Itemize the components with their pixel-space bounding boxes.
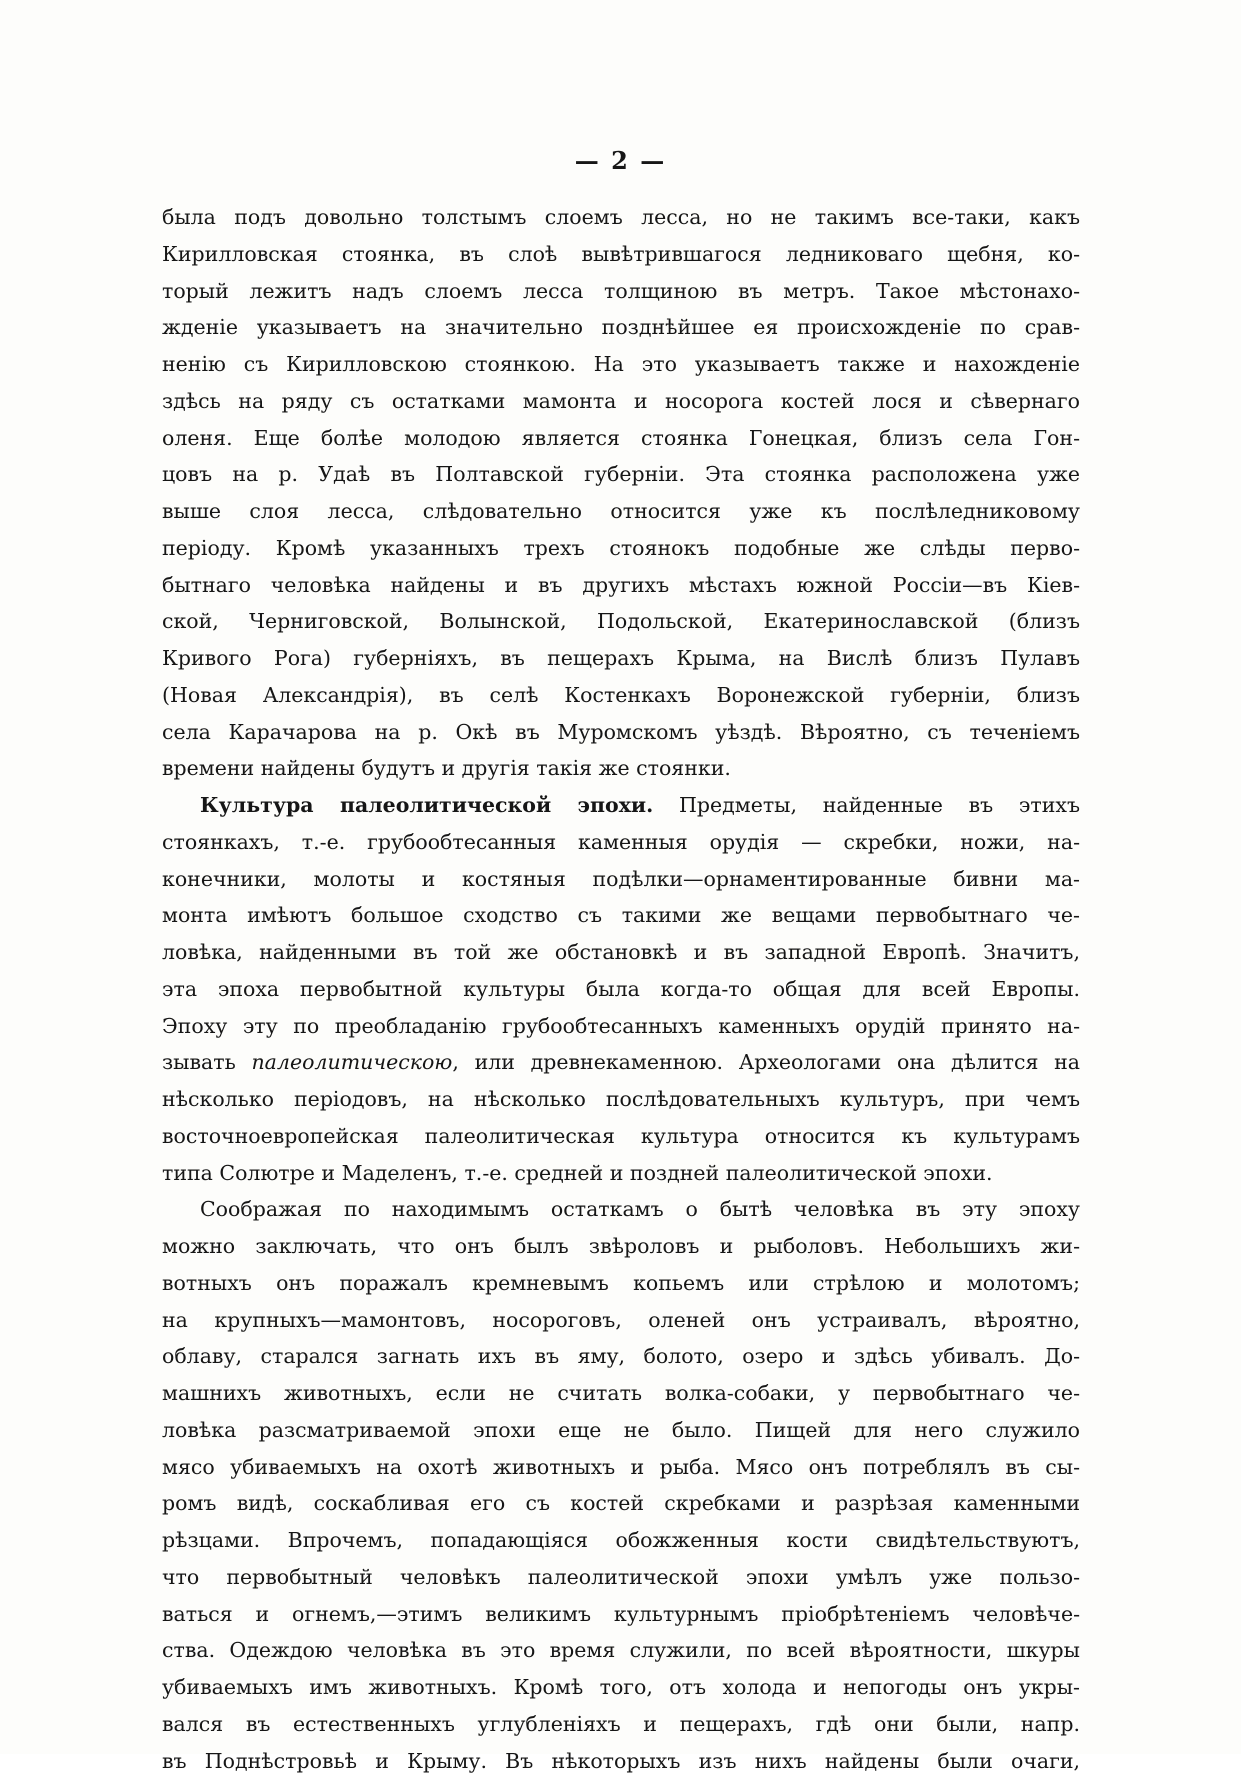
text-line: Кривого Рога) губерніяхъ, въ пещерахъ Крыма, на Вислѣ близъ Пулавъ bbox=[162, 640, 1080, 677]
text-line: здѣсь на ряду съ остатками мамонта и носорога костей лося и сѣвернаго bbox=[162, 383, 1080, 420]
text-line: (Новая Александрія), въ селѣ Костенкахъ Воронежской губерніи, близъ bbox=[162, 677, 1080, 714]
text-line: села Карачарова на р. Окѣ въ Муромскомъ уѣздѣ. Вѣроятно, съ теченіемъ bbox=[162, 714, 1080, 751]
text-line: монта имѣютъ большое сходство съ такими же вещами первобытнаго че- bbox=[162, 897, 1080, 934]
text-line: машнихъ животныхъ, если не считать волка-собаки, у первобытнаго че- bbox=[162, 1375, 1080, 1412]
text-line: на крупныхъ—мамонтовъ, носороговъ, оленей онъ устраивалъ, вѣроятно, bbox=[162, 1302, 1080, 1339]
text-line: ненію съ Кирилловскою стоянкою. На это указываетъ также и нахожденіе bbox=[162, 346, 1080, 383]
text-body bbox=[162, 199, 1080, 1779]
text-line: Кирилловская стоянка, въ слоѣ вывѣтрившагося ледниковаго щебня, ко- bbox=[162, 236, 1080, 273]
text-line: Эпоху эту по преобладанію грубообтесанныхъ каменныхъ орудій принято на- bbox=[162, 1008, 1080, 1045]
text-line: стоянкахъ, т.-е. грубообтесанныя каменныя орудія — скребки, ножи, на- bbox=[162, 824, 1080, 861]
line-text: Предметы, найденные въ этихъ bbox=[653, 793, 1080, 817]
text-line: нѣсколько періодовъ, на нѣсколько послѣдовательныхъ культуръ, при чемъ bbox=[162, 1081, 1080, 1118]
line-text: , или древнекаменною. Археологами она дѣлится на bbox=[452, 1050, 1080, 1074]
text-line: цовъ на р. Удаѣ въ Полтавской губерніи. Эта стоянка расположена уже bbox=[162, 456, 1080, 493]
text-line: вотныхъ онъ поражалъ кремневымъ копьемъ или стрѣлою и молотомъ; bbox=[162, 1265, 1080, 1302]
italic-term: палеолитическою bbox=[251, 1050, 452, 1074]
text-line: ской, Черниговской, Волынской, Подольской, Екатеринославской (близъ bbox=[162, 603, 1080, 640]
text-line: мясо убиваемыхъ на охотѣ животныхъ и рыба. Мясо онъ потреблялъ въ сы- bbox=[162, 1449, 1080, 1486]
text-line: вался въ естественныхъ углубленіяхъ и пещерахъ, гдѣ они были, напр. bbox=[162, 1706, 1080, 1743]
text-line: ловѣка разсматриваемой эпохи еще не было. Пищей для него служило bbox=[162, 1412, 1080, 1449]
text-line: что первобытный человѣкъ палеолитической эпохи умѣлъ уже пользо- bbox=[162, 1559, 1080, 1596]
section-heading: Культура палеолитической эпохи. bbox=[200, 793, 653, 817]
line-text: зывать bbox=[162, 1050, 251, 1074]
text-line: Соображая по находимымъ остаткамъ о бытѣ человѣка въ эту эпоху bbox=[162, 1191, 1080, 1228]
text-line: ваться и огнемъ,—этимъ великимъ культурнымъ пріобрѣтеніемъ человѣче- bbox=[162, 1596, 1080, 1633]
text-line: оленя. Еще болѣе молодою является стоянка Гонецкая, близъ села Гон- bbox=[162, 420, 1080, 457]
text-line: восточноевропейская палеолитическая культура относится къ культурамъ bbox=[162, 1118, 1080, 1155]
text-line: періоду. Кромѣ указанныхъ трехъ стоянокъ подобные же слѣды перво- bbox=[162, 530, 1080, 567]
text-line: конечники, молоты и костяныя подѣлки—орнаментированные бивни ма- bbox=[162, 861, 1080, 898]
text-line bbox=[162, 787, 1080, 824]
text-line: эта эпоха первобытной культуры была когда-то общая для всей Европы. bbox=[162, 971, 1080, 1008]
text-line: выше слоя лесса, слѣдовательно относится уже къ послѣледниковому bbox=[162, 493, 1080, 530]
text-line: облаву, старался загнать ихъ въ яму, болото, озеро и здѣсь убивалъ. До- bbox=[162, 1338, 1080, 1375]
text-line: можно заключать, что онъ былъ звѣроловъ и рыболовъ. Небольшихъ жи- bbox=[162, 1228, 1080, 1265]
text-line: рѣзцами. Впрочемъ, попадающіяся обожженныя кости свидѣтельствуютъ, bbox=[162, 1522, 1080, 1559]
text-line bbox=[162, 1044, 1080, 1081]
text-line: убиваемыхъ имъ животныхъ. Кромѣ того, отъ холода и непогоды онъ укры- bbox=[162, 1669, 1080, 1706]
text-line: ловѣка, найденными въ той же обстановкѣ и въ западной Европѣ. Значитъ, bbox=[162, 934, 1080, 971]
page-number: — 2 — bbox=[0, 146, 1241, 175]
text-line: торый лежитъ надъ слоемъ лесса толщиною въ метръ. Такое мѣстонахо- bbox=[162, 273, 1080, 310]
text-line: ромъ видѣ, соскабливая его съ костей скребками и разрѣзая каменными bbox=[162, 1485, 1080, 1522]
text-line: была подъ довольно толстымъ слоемъ лесса, но не такимъ все-таки, какъ bbox=[162, 199, 1080, 236]
text-line: бытнаго человѣка найдены и въ другихъ мѣстахъ южной Россіи—въ Кіев- bbox=[162, 567, 1080, 604]
text-line: типа Солютре и Маделенъ, т.-е. средней и поздней палеолитической эпохи. bbox=[162, 1155, 1080, 1192]
text-line: въ Поднѣстровьѣ и Крыму. Въ нѣкоторыхъ изъ нихъ найдены были очаги, bbox=[162, 1743, 1080, 1779]
text-line: ства. Одеждою человѣка въ это время служили, по всей вѣроятности, шкуры bbox=[162, 1632, 1080, 1669]
text-line: времени найдены будутъ и другія такія же стоянки. bbox=[162, 750, 1080, 787]
text-line: жденіе указываетъ на значительно позднѣйшее ея происхожденіе по срав- bbox=[162, 309, 1080, 346]
